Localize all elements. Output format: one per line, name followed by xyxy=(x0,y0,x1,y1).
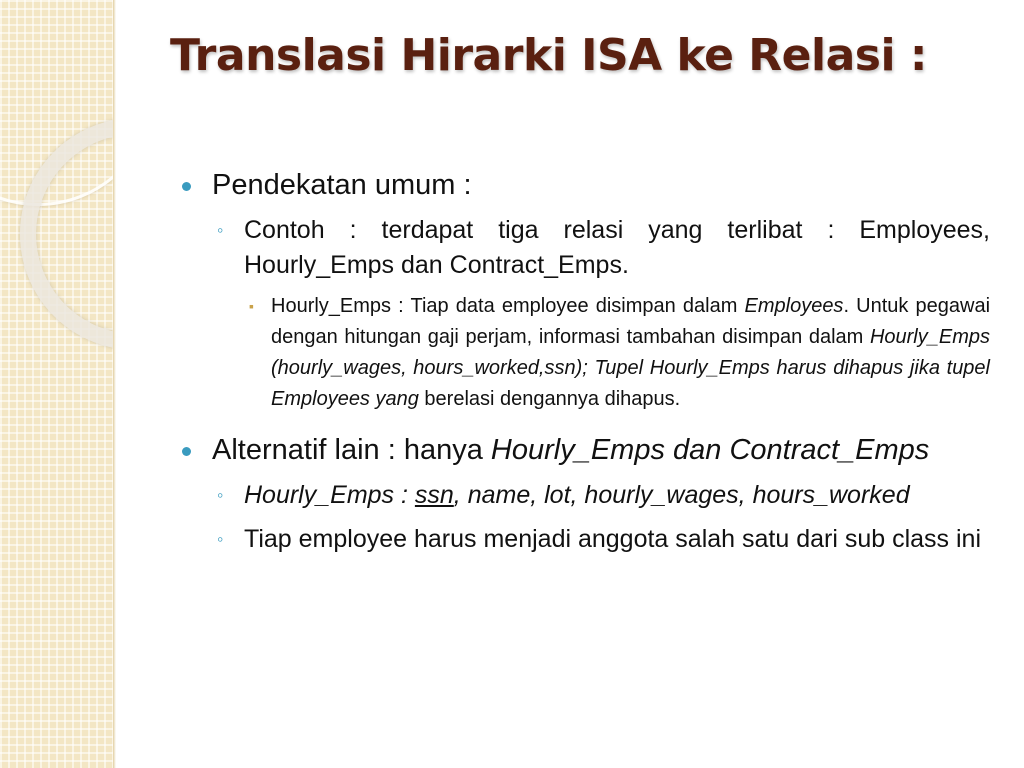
bullet-alternatif-lain xyxy=(180,431,990,469)
primary-key-ssn: ssn xyxy=(414,481,454,509)
bullet-text: Contoh : terdapat tiga relasi yang terlibat : Employees, Hourly_Emps dan Contract_Emps. xyxy=(244,216,990,279)
bullet-text: Tiap employee harus menjadi anggota salah satu dari sub class ini xyxy=(244,525,981,553)
bullet-small-dot-icon: ▪ xyxy=(249,298,254,314)
slide-body xyxy=(180,166,990,557)
text-part: Alternatif lain : hanya xyxy=(212,434,491,466)
sub-sub-bullet-hourly-emps xyxy=(180,291,990,415)
sub-bullet-contoh xyxy=(180,213,990,283)
sub-bullet-tiap-employee xyxy=(180,522,990,557)
bullet-ring-icon: ◦ xyxy=(217,220,224,240)
text-part: Hourly_Emps : Tiap data employee disimpan dalam xyxy=(271,295,745,317)
text-part: . Untuk pegawai dengan hitungan gaji perjam, informasi tambahan disimpan dalam xyxy=(271,295,991,348)
strip-divider xyxy=(113,0,116,768)
text-part: berelasi dengannya dihapus. xyxy=(418,388,681,410)
bullet-pendekatan-umum xyxy=(180,166,990,204)
text-part: , name, lot, hourly_wages, hours_worked xyxy=(453,481,910,509)
text-part: Hourly_Emps : xyxy=(244,481,415,509)
bullet-dot-icon xyxy=(182,447,191,456)
bullet-ring-icon: ◦ xyxy=(217,529,224,549)
bullet-dot-icon xyxy=(182,182,191,191)
text-part-italic: Employees xyxy=(744,295,844,317)
bullet-ring-icon: ◦ xyxy=(217,485,224,505)
slide-title: Translasi Hirarki ISA ke Relasi : xyxy=(170,30,927,81)
bullet-text: Pendekatan umum : xyxy=(212,169,472,201)
text-part-italic: Hourly_Emps (hourly_wages, hours_worked,ssn); Tupel Hourly_Emps harus dihapus jika tupel Employees yang xyxy=(271,326,990,410)
sub-bullet-hourly-emps-schema xyxy=(180,478,990,513)
text-part-italic: Hourly_Emps dan Contract_Emps xyxy=(490,434,930,466)
decorative-left-strip xyxy=(0,0,113,768)
